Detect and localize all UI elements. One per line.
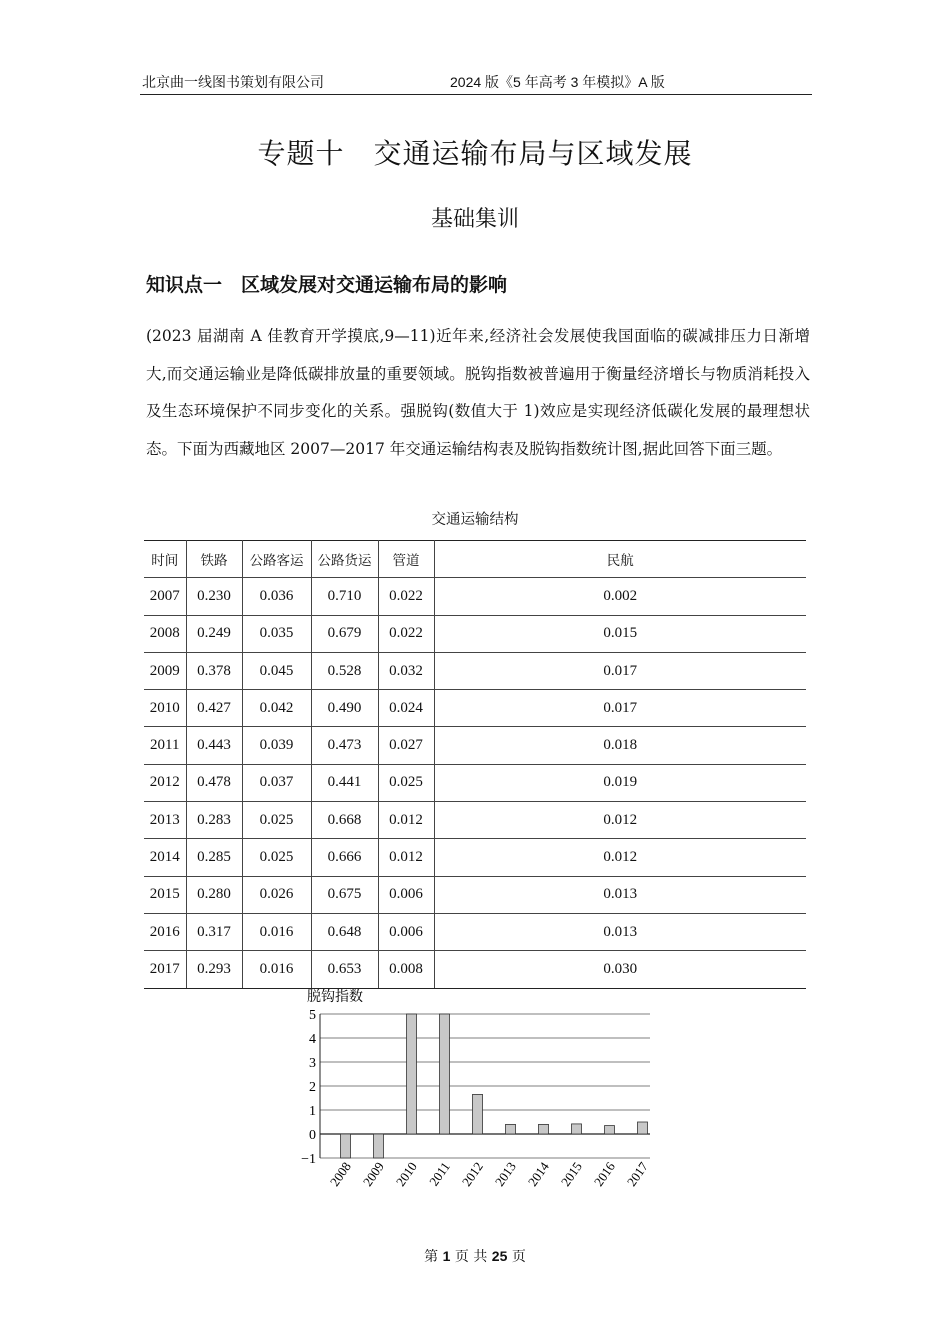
table-cell: 0.441 — [311, 764, 378, 801]
table-row — [144, 802, 806, 839]
table-cell: 2011 — [144, 727, 186, 764]
x-tick-label: 2008 — [326, 1159, 354, 1190]
table-cell: 0.012 — [434, 802, 806, 839]
x-tick-label: 2016 — [590, 1159, 618, 1190]
x-tick-label: 2012 — [458, 1159, 486, 1190]
table-cell: 0.675 — [311, 876, 378, 913]
table-row — [144, 876, 806, 913]
table-caption: 交通运输结构 — [431, 512, 519, 528]
y-tick-labels — [301, 1008, 316, 1167]
header-aviation: 民航 — [434, 541, 806, 578]
table-cell: 2014 — [144, 839, 186, 876]
table-cell: 0.230 — [186, 578, 242, 615]
y-tick-label: 5 — [309, 1008, 316, 1023]
footer-prefix: 第 — [424, 1249, 439, 1265]
table-cell: 0.030 — [434, 951, 806, 988]
x-tick-label: 2009 — [359, 1159, 387, 1190]
bar-2016 — [605, 1126, 615, 1134]
section-heading: 知识点一 区域发展对交通运输布局的影响 — [146, 274, 508, 296]
bar-2008 — [341, 1134, 351, 1158]
table-cell: 2012 — [144, 764, 186, 801]
page-title: 专题十 交通运输布局与区域发展 — [257, 137, 693, 170]
header-rail: 铁路 — [186, 541, 242, 578]
y-tick-label: −1 — [301, 1152, 316, 1167]
table-cell: 0.015 — [434, 615, 806, 652]
y-tick-label: 4 — [309, 1032, 316, 1047]
table-cell: 0.042 — [242, 690, 311, 727]
question-stem: (2023 届湖南 A 佳教育开学摸底,9—11)近年来,经济社会发展使我国面临的碳减排压力日渐增大,而交通运输业是降低碳排放量的重要领域。脱钩指数被普遍用于衡量经济增长与物质消耗投入及生态环境保护不同步变化的关系。强脱钩(数值大于 1)效应是实现经济低碳化发展的最理想状态。下面为西藏地区 2007—2017 年交通运输结构表及脱钩指数统计图,据此回答下面三题。 — [146, 327, 810, 458]
table-cell: 0.027 — [378, 727, 434, 764]
table-cell: 0.012 — [434, 839, 806, 876]
table-cell: 0.018 — [434, 727, 806, 764]
y-tick-label: 1 — [309, 1104, 316, 1119]
table-cell: 0.006 — [378, 876, 434, 913]
y-tick-label: 0 — [309, 1128, 316, 1143]
table-cell: 2016 — [144, 913, 186, 950]
header-road-passenger: 公路客运 — [242, 541, 311, 578]
bar-2012 — [473, 1094, 483, 1134]
table-cell: 0.036 — [242, 578, 311, 615]
table-cell: 0.026 — [242, 876, 311, 913]
table-row — [144, 578, 806, 615]
table-cell: 0.710 — [311, 578, 378, 615]
book-title: 2024 版《5 年高考 3 年模拟》A 版 — [450, 74, 665, 90]
table-cell: 0.017 — [434, 652, 806, 689]
table-cell: 0.017 — [434, 690, 806, 727]
table-cell: 0.249 — [186, 615, 242, 652]
table-cell: 0.012 — [378, 839, 434, 876]
table-cell: 0.668 — [311, 802, 378, 839]
table-row — [144, 615, 806, 652]
table-cell: 0.019 — [434, 764, 806, 801]
table-cell: 0.443 — [186, 727, 242, 764]
table-cell: 0.490 — [311, 690, 378, 727]
table-row — [144, 727, 806, 764]
y-tick-label: 2 — [309, 1080, 316, 1095]
page-header — [140, 72, 812, 95]
table-cell: 2013 — [144, 802, 186, 839]
table-row — [144, 951, 806, 988]
table-cell: 0.035 — [242, 615, 311, 652]
table-cell: 2009 — [144, 652, 186, 689]
table-cell: 0.012 — [378, 802, 434, 839]
table-cell: 0.016 — [242, 913, 311, 950]
bar-2010 — [407, 1014, 417, 1134]
bar-2014 — [539, 1124, 549, 1134]
table-cell: 0.528 — [311, 652, 378, 689]
publisher-name: 北京曲一线图书策划有限公司 — [142, 74, 324, 90]
table-cell: 0.045 — [242, 652, 311, 689]
y-tick-label: 3 — [309, 1056, 316, 1071]
x-tick-label: 2014 — [524, 1159, 552, 1190]
page-footer — [0, 1246, 950, 1266]
table-cell: 0.025 — [242, 839, 311, 876]
table-cell: 0.280 — [186, 876, 242, 913]
table-cell: 0.025 — [378, 764, 434, 801]
bar-2011 — [440, 1014, 450, 1134]
bar-2013 — [506, 1124, 516, 1134]
table-cell: 0.025 — [242, 802, 311, 839]
table-cell: 2008 — [144, 615, 186, 652]
table-cell: 0.006 — [378, 913, 434, 950]
table-cell: 0.283 — [186, 802, 242, 839]
page-subtitle: 基础集训 — [430, 207, 519, 232]
table-cell: 0.008 — [378, 951, 434, 988]
table-header-row — [144, 541, 806, 578]
table-row — [144, 690, 806, 727]
table-cell: 0.013 — [434, 913, 806, 950]
decoupling-index-chart — [290, 984, 660, 1209]
table-cell: 0.653 — [311, 951, 378, 988]
transport-structure-table — [144, 540, 806, 989]
x-tick-label: 2010 — [392, 1159, 420, 1190]
bar-2009 — [374, 1134, 384, 1158]
table-cell: 0.022 — [378, 578, 434, 615]
header-pipeline: 管道 — [378, 541, 434, 578]
table-cell: 0.478 — [186, 764, 242, 801]
table-cell: 0.002 — [434, 578, 806, 615]
x-tick-label: 2011 — [426, 1159, 453, 1189]
table-cell: 0.378 — [186, 652, 242, 689]
table-cell: 0.013 — [434, 876, 806, 913]
table-cell: 0.022 — [378, 615, 434, 652]
table-row — [144, 652, 806, 689]
table-row — [144, 913, 806, 950]
table-cell: 0.016 — [242, 951, 311, 988]
table-cell: 2007 — [144, 578, 186, 615]
x-tick-label: 2017 — [623, 1159, 651, 1190]
bar-2017 — [638, 1122, 648, 1134]
table-cell: 0.473 — [311, 727, 378, 764]
footer-suffix: 页 — [511, 1249, 526, 1265]
table-cell: 0.285 — [186, 839, 242, 876]
table-cell: 2015 — [144, 876, 186, 913]
table-cell: 0.032 — [378, 652, 434, 689]
x-tick-labels — [327, 1159, 651, 1189]
bar-2015 — [572, 1124, 582, 1134]
table-cell: 0.293 — [186, 951, 242, 988]
footer-middle: 页 共 — [454, 1249, 488, 1265]
table-cell: 2010 — [144, 690, 186, 727]
y-axis-label: 脱钩指数 — [307, 989, 363, 1005]
x-tick-label: 2015 — [557, 1159, 585, 1190]
x-tick-label: 2013 — [491, 1159, 519, 1190]
table-row — [144, 839, 806, 876]
table-cell: 0.666 — [311, 839, 378, 876]
table-cell: 0.037 — [242, 764, 311, 801]
header-road-freight: 公路货运 — [311, 541, 378, 578]
table-cell: 0.024 — [378, 690, 434, 727]
total-pages: 25 — [491, 1248, 508, 1264]
table-cell: 0.427 — [186, 690, 242, 727]
table-cell: 0.648 — [311, 913, 378, 950]
table-cell: 0.039 — [242, 727, 311, 764]
table-row — [144, 764, 806, 801]
chart-grid — [320, 1014, 650, 1158]
page-number: 1 — [442, 1248, 451, 1264]
table-cell: 2017 — [144, 951, 186, 988]
table-cell: 0.317 — [186, 913, 242, 950]
table-cell: 0.679 — [311, 615, 378, 652]
header-year: 时间 — [144, 541, 186, 578]
